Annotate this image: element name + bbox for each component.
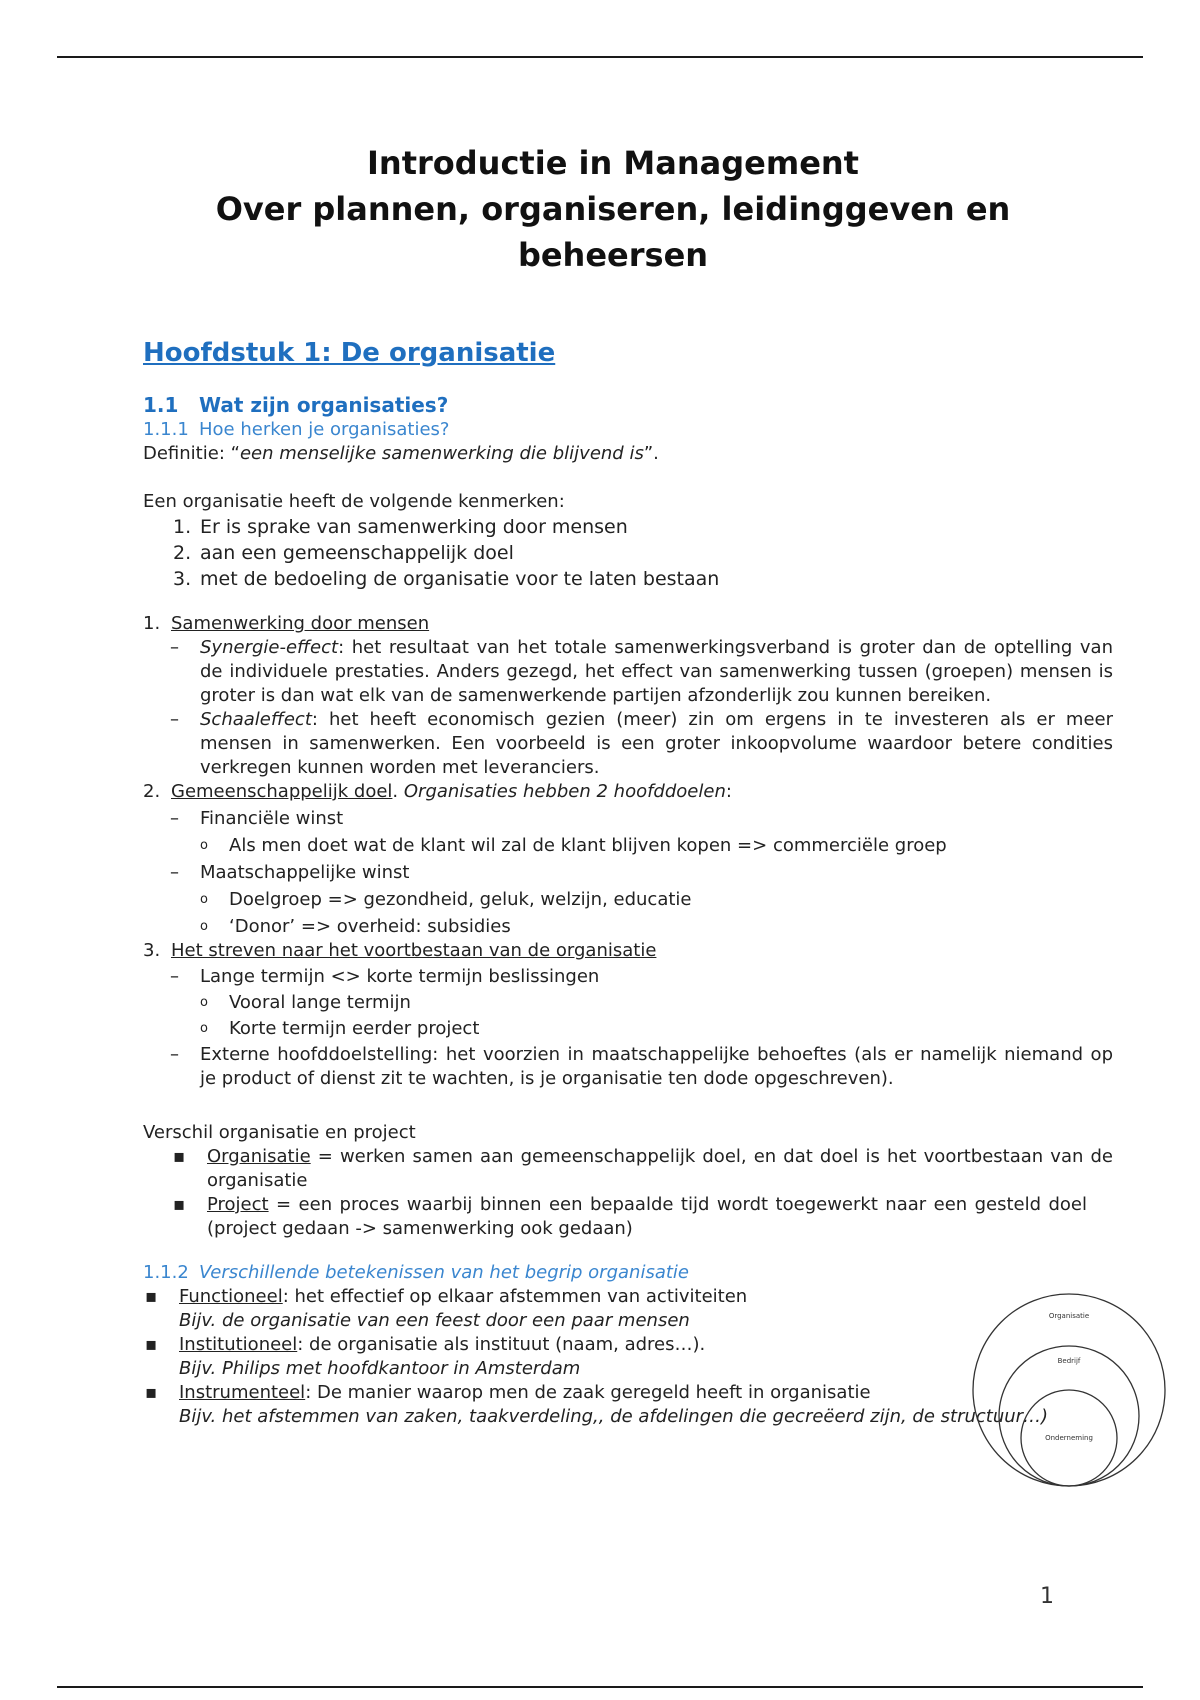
kenmerken-intro: Een organisatie heeft de volgende kenmerken:	[143, 491, 565, 512]
betekenis-item: ▪ Functioneel: het effectief op elkaar afstemmen van activiteiten Bijv. de organisatie van een feest door een paar mensen	[145, 1286, 748, 1331]
organisatie-bullet: ▪ Organisatie = werken samen aan gemeenschappelijk doel, en dat doel is het voortbestaan van de organisatie	[173, 1146, 1113, 1191]
list-item: 3. met de bedoeling de organisatie voor te laten bestaan	[173, 568, 720, 590]
maatschappelijk-sub: o Doelgroep => gezondheid, geluk, welzijn, educatie	[200, 889, 692, 910]
list-item: 2. aan een gemeenschappelijk doel	[173, 542, 514, 564]
verschil-intro: Verschil organisatie en project	[143, 1122, 416, 1143]
outer-label: Organisatie	[1048, 1312, 1090, 1320]
top-rule	[57, 56, 1143, 58]
list-item: 1. Er is sprake van samenwerking door mensen	[173, 516, 628, 538]
page-number: 1	[1040, 1584, 1054, 1609]
section-1-1-2-heading: 1.1.2 Verschillende betekenissen van het begrip organisatie	[143, 1262, 689, 1283]
kenmerken-list	[143, 514, 1113, 592]
financiele-item: – Financiële winst	[170, 808, 344, 829]
document-page	[143, 140, 1113, 1429]
document-title: Introductie in Management Over plannen, organiseren, leidinggeven en beheersen	[215, 144, 1011, 274]
inner-label: Onderneming	[1045, 1434, 1093, 1442]
termijn-sub: o Korte termijn eerder project	[200, 1018, 480, 1039]
point-1-heading: 1. Samenwerking door mensen	[143, 613, 430, 634]
synergie-item: – Synergie-effect: het resultaat van het totale samenwerkingsverband is groter dan de optelling van de individuele prestaties. Anders gezegd, het effect van samenwerking tussen (groepen) mensen is groter is dan wat elk van de samenwerkende partijen afzonderlijk zou kunnen bereiken.	[170, 637, 1113, 706]
maatschappelijk-item: – Maatschappelijke winst	[170, 862, 410, 883]
betekenis-item: ▪ Instrumenteel: De manier waarop men de zaak geregeld heeft in organisatie Bijv. het afstemmen van zaken, taakverdeling,, de afdelingen die gecreëerd zijn, de structuur…)	[145, 1382, 1049, 1427]
financiele-sub: o Als men doet wat de klant wil zal de klant blijven kopen => commerciële groep	[200, 835, 947, 856]
section-1-1-1-heading: 1.1.1 Hoe herken je organisaties?	[143, 419, 450, 440]
organisatie-circle-diagram	[966, 1290, 1172, 1490]
definition: Definitie: “een menselijke samenwerking die blijvend is”.	[143, 443, 659, 464]
project-bullet: ▪ Project = een proces waarbij binnen een bepaalde tijd wordt toegewerkt naar een gesteld doel (project gedaan -> samenwerking ook gedaan)	[173, 1194, 1087, 1239]
section-1-1-heading: 1.1 Wat zijn organisaties?	[143, 393, 449, 417]
termijn-item: – Lange termijn <> korte termijn beslissingen	[170, 966, 600, 987]
maatschappelijk-sub: o ‘Donor’ => overheid: subsidies	[200, 916, 511, 937]
middle-label: Bedrijf	[1057, 1357, 1081, 1365]
point-3-heading: 3. Het streven naar het voortbestaan van de organisatie	[143, 940, 657, 961]
schaal-item: – Schaaleffect: het heeft economisch gezien (meer) zin om ergens in te investeren als er meer mensen in samenwerken. Een voorbeeld is een groter inkoopvolume waardoor betere condities verkregen kunnen worden met leveranciers.	[170, 709, 1113, 778]
middle-circle	[999, 1346, 1139, 1486]
extern-item: – Externe hoofddoelstelling: het voorzien in maatschappelijke behoeftes (als er namelijk niemand op je product of dienst zit te wachten, is je organisatie ten dode opgeschreven).	[170, 1044, 1113, 1089]
point-2-heading: 2. Gemeenschappelijk doel. Organisaties hebben 2 hoofddoelen:	[143, 781, 732, 802]
termijn-sub: o Vooral lange termijn	[200, 992, 411, 1013]
chapter-heading: Hoofdstuk 1: De organisatie	[143, 338, 556, 368]
betekenis-item: ▪ Institutioneel: de organisatie als instituut (naam, adres…). Bijv. Philips met hoofdkantoor in Amsterdam	[145, 1334, 706, 1379]
bottom-rule	[57, 1686, 1143, 1688]
